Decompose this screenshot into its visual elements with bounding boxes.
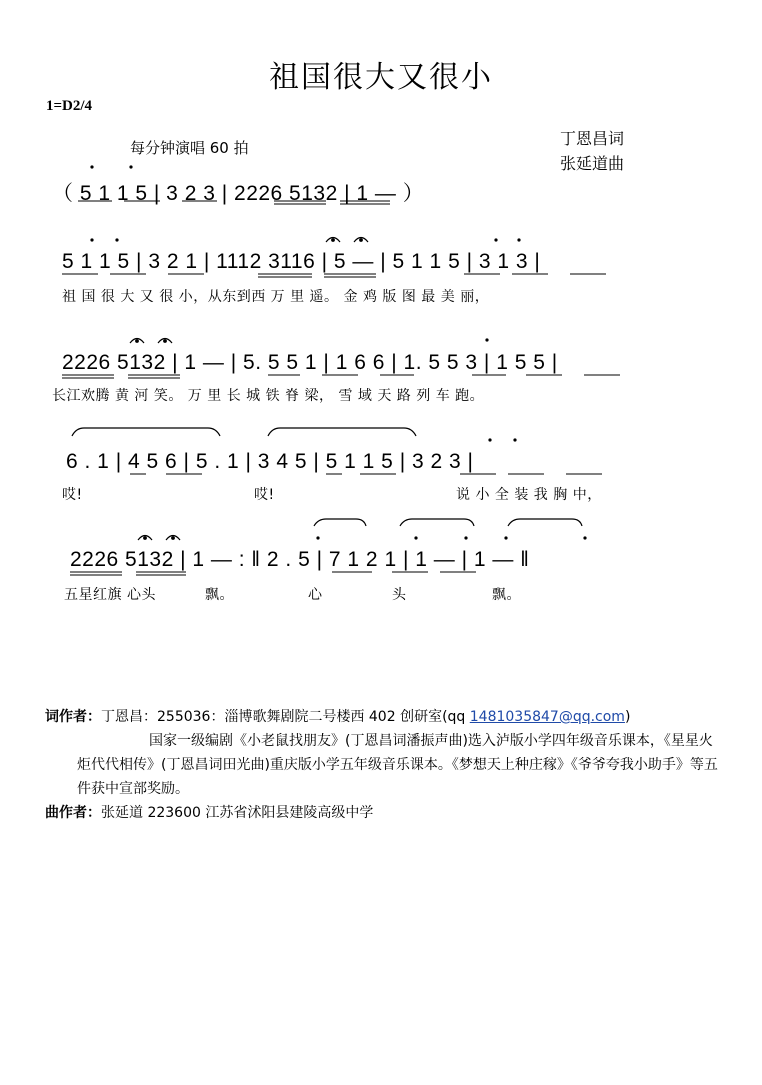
lyricist-credit: 丁恩昌词 [560, 129, 625, 148]
lyrics-line-5-e: 飘。 [492, 587, 521, 603]
lyrics-line-5-b: 飘。 [205, 587, 234, 603]
lyrics-line-5-d: 头 [392, 587, 407, 603]
composer-info: 张延道 223600 江苏省沭阳县建陵高级中学 [101, 805, 374, 821]
tempo-marking: 每分钟演唱 60 拍 [130, 139, 249, 157]
author-notes [45, 705, 725, 825]
lyrics-line-4-b: 哎! [254, 487, 275, 503]
lyrics-line-5-a: 五星红旗 心头 [64, 587, 156, 603]
song-title: 祖国很大又很小 [269, 60, 493, 95]
composer-label: 曲作者： [45, 805, 101, 821]
score-line-2: 5 1 1 5 | 3 2 1 | 1112 3116 | 5 — | 5 1 1 5 | 3 1 3 | [62, 250, 541, 273]
lyricist-email-link[interactable]: 1481035847@qq.com [469, 709, 625, 725]
fermatas-and-slurs [72, 238, 582, 541]
lyricist-address-close: ) [624, 709, 631, 725]
score-line-5: 2226 5132 | 1 — : ‖ 2 . 5 | 7 1 2 1 | 1 — | 1 — ‖ [70, 548, 530, 571]
lyrics-line-4-c: 说 小 全 装 我 胸 中， [456, 487, 602, 503]
score-line-3: 2226 5132 | 1 — | 5. 5 5 1 | 1 6 6 | 1. 5 5 3 | 1 5 5 | [62, 351, 558, 374]
score-line-1: （ 5 1 1 5 | 3 2 3 | 2226 5132 | 1 — ） [52, 182, 425, 205]
composer-credit: 张延道曲 [560, 154, 625, 173]
lyrics-line-5-c: 心 [308, 587, 323, 603]
lyrics-line-3: 长江欢腾 黄 河 笑。 万 里 长 城 铁 脊 梁， 雪 域 天 路 列 车 跑。 [52, 388, 485, 404]
lyricist-note [45, 705, 725, 729]
lyrics-line-2: 祖 国 很 大 又 很 小，从东到西 万 里 遥。 金 鸡 版 图 最 美 丽， [62, 289, 490, 305]
key-signature: 1=D2/4 [46, 98, 93, 114]
composer-note [45, 801, 725, 825]
lyricist-address: 丁恩昌：255036：淄博歌舞剧院二号楼西 402 创研室(qq [101, 709, 470, 725]
octave-dots [90, 165, 586, 539]
score-line-4: 6 . 1 | 4 5 6 | 5 . 1 | 3 4 5 | 5 1 1 5 | 3 2 3 | [66, 450, 474, 473]
lyricist-label: 词作者： [45, 709, 101, 725]
lyrics-line-4-a: 哎! [62, 487, 83, 503]
lyricist-bio: 国家一级编剧《小老鼠找朋友》(丁恩昌词潘振声曲)选入泸版小学四年级音乐课本，《星星火炬代代相传》(丁恩昌词田光曲)重庆版小学五年级音乐课本。《梦想天上种庄稼》《爷爷夸我小助手》等五件获中宣部奖励。 [77, 733, 718, 797]
